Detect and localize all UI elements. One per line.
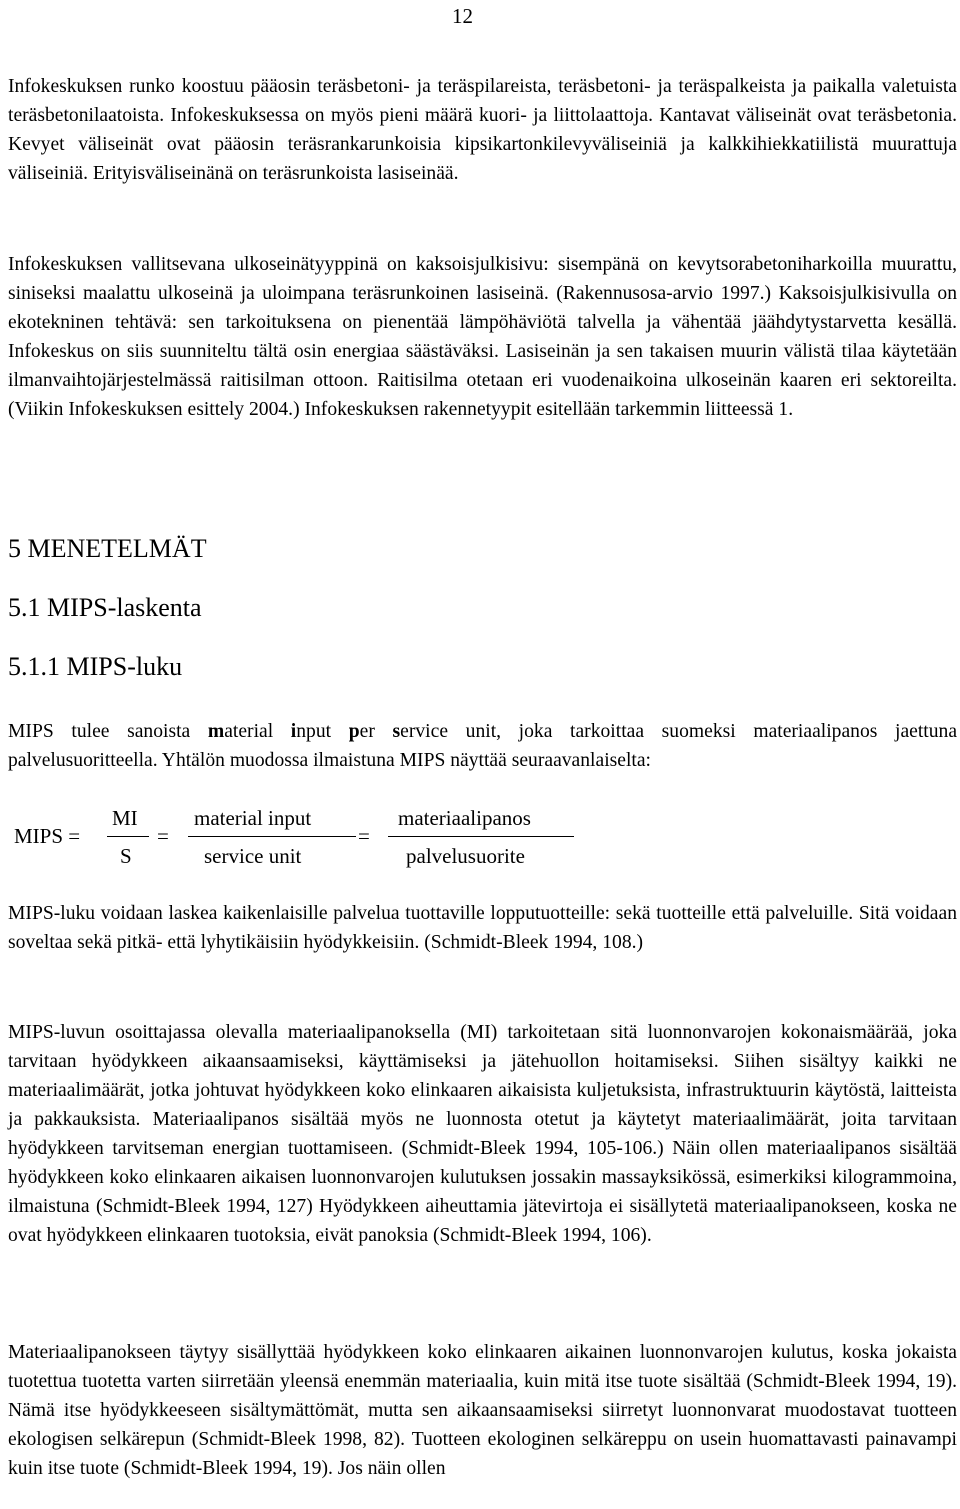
formula-equals-2: = [358, 824, 370, 848]
fraction-line-2 [188, 836, 356, 837]
formula-equals-1: = [157, 824, 169, 848]
fraction-line-3 [388, 836, 574, 837]
paragraph-structure: Infokeskuksen runko koostuu pääosin teräsbetoni- ja teräspilareista, teräsbetoni- ja teräspalkeista ja paikalla valetuista teräsbetonilaatoista. Infokeskuksessa on myös pieni määrä kuori- ja liittolaattoja. Kantavat väliseinät ovat teräsbetonia. Kevyet väliseinät ovat pääosin teräsrankarunkoisia kipsikartonkilevyväliseiniä ja kalkkihiekkatiilistä muurattuja väliseiniä. Erityisväliseinänä on teräsrunkoista lasiseinää. [8, 76, 957, 184]
paragraph-mips-definition: MIPS tulee sanoista material input per service unit, joka tarkoittaa suomeksi materiaalipanos jaettuna palvelusuoritteella. Yhtälön muodossa ilmaistuna MIPS näyttää seuraavanlaiselta: [8, 721, 958, 771]
page-number: 12 [452, 4, 473, 28]
mips-formula [8, 806, 957, 876]
formula-denominator-service-unit: service unit [204, 844, 302, 868]
formula-numerator-materiaalipanos: materiaalipanos [398, 806, 531, 830]
paragraph-ecological-rucksack: Materiaalipanokseen täytyy sisällyttää hyödykkeen koko elinkaaren aikainen luonnonvarojen kulutus, koska jokaista tuotettua tuotetta varten siirretään yleensä enemmän materiaalia, kuin mitä itse tuote sisältää (Schmidt-Bleek 1994, 19). Nämä itse hyödykkeeseen sisältymättömät, mutta sen aikaansaamiseksi siirretyt luonnonvarat muodostavat tuotteen ekologisen selkärepun (Schmidt-Bleek 1998, 82). Tuotteen ekologinen selkäreppu on usein huomattavasti painavampi kuin itse tuote (Schmidt-Bleek 1994, 19). Jos näin ollen [8, 1342, 957, 1479]
fraction-line-1 [107, 836, 149, 837]
paragraph-facade: Infokeskuksen vallitsevana ulkoseinätyyppinä on kaksoisjulkisivu: sisempänä on kevytsorabetoniharkoilla muurattu, siniseksi maalattu ulkoseinä ja uloimpana teräsrunkoinen lasiseinä. (Rakennusosa-arvio 1997.) Kaksoisjulkisivulla on ekotekninen tehtävä: sen tarkoituksena on pienentää lämpöhäviötä talvella ja vähentää jäähdytystarvetta kesällä. Infokeskus on siis suunniteltu tältä osin energiaa säästäväksi. Lasiseinän ja sen takaisen muurin välistä tilaa käytetään ilmanvaihtojärjestelmässä raitisilman ottoon. Raitisilma otetaan eri vuodenaikoina ulkoseinän kaaren eri sektoreilta. (Viikin Infokeskuksen esittely 2004.) Infokeskuksen rakennetyypit esitellään tarkemmin liitteessä 1. [8, 254, 957, 420]
formula-numerator-mi: MI [112, 806, 138, 830]
formula-lhs: MIPS = [14, 824, 81, 848]
formula-numerator-material-input: material input [194, 806, 312, 830]
formula-denominator-s: S [120, 844, 132, 868]
heading-mips-number: 5.1.1 MIPS-luku [8, 652, 183, 681]
formula-denominator-palvelusuorite: palvelusuorite [406, 844, 525, 868]
paragraph-mips-applicability: MIPS-luku voidaan laskea kaikenlaisille palvelua tuottaville lopputuotteille: sekä tuotteille että palveluille. Sitä voidaan soveltaa sekä pitkä- että lyhytikäisiin hyödykkeisiin. (Schmidt-Bleek 1994, 108.) [8, 903, 957, 953]
heading-mips-calculation: 5.1 MIPS-laskenta [8, 593, 202, 622]
paragraph-material-input: MIPS-luvun osoittajassa olevalla materiaalipanoksella (MI) tarkoitetaan sitä luonnonvarojen kokonaismäärää, joka tarvitaan hyödykkeen aikaansaamiseksi, käyttämiseksi ja jätehuollon hoitamiseksi. Siihen sisältyy kaikki ne materiaalimäärät, jotka johtuvat hyödykkeen koko elinkaaren aikaisista kuljetuksista, infrastruktuurin käytöstä, laitteista ja pakkauksista. Materiaalipanos sisältää myös ne luonnosta otetut ja käytetyt materiaalimäärät, joita tarvitaan hyödykkeen tarvitseman energian tuottamiseen. (Schmidt-Bleek 1994, 105-106.) Näin ollen materiaalipanos sisältää hyödykkeen koko elinkaaren aikaisen luonnonvarojen kulutuksen jossakin massayksikössä, esimerkiksi kilogrammoina, ilmaistuna (Schmidt-Bleek 1994, 127) Hyödykkeen aiheuttamia jätevirtoja ei sisällytetä materiaalipanokseen, koska ne ovat hyödykkeen elinkaaren tuotoksia, eivät panoksia (Schmidt-Bleek 1994, 106). [8, 1022, 957, 1246]
heading-methods: 5 MENETELMÄT [8, 534, 207, 563]
